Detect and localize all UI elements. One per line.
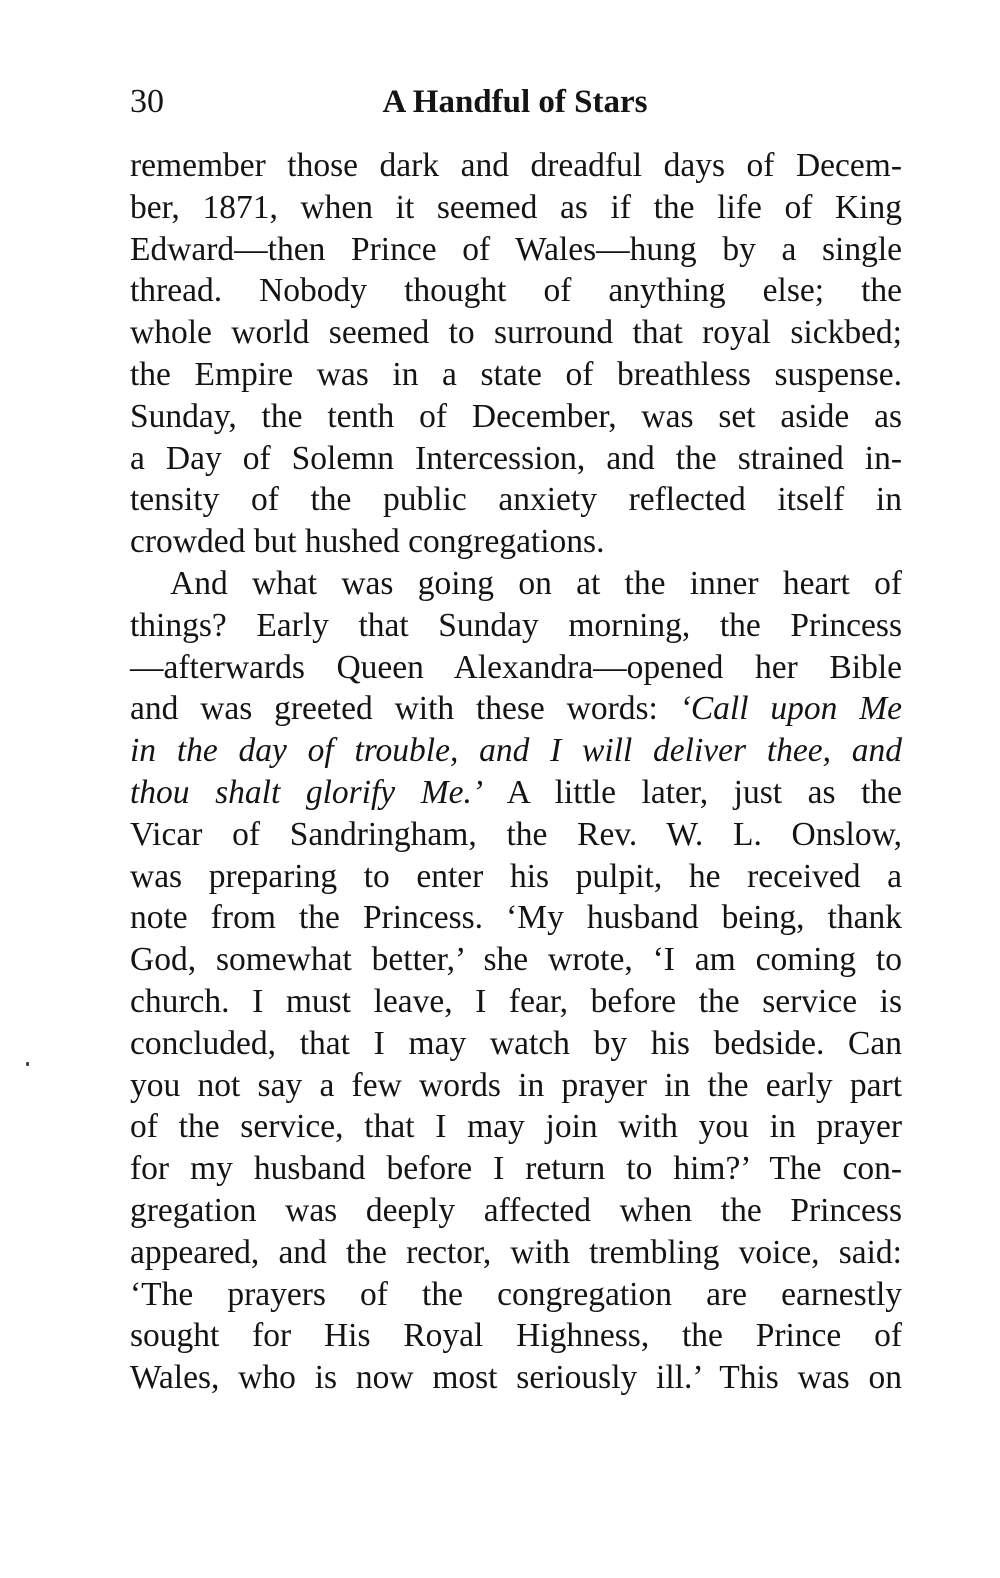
text-line: ‘The prayers of the congregation are earnestly [130, 1275, 902, 1313]
text-line: Edward—then Prince of Wales—hung by a single [130, 230, 902, 268]
text-line: tensity of the public anxiety reflected itself in [130, 481, 902, 519]
text-line: Vicar of Sandringham, the Rev. W. L. Onslow, [130, 815, 902, 853]
text-line: —afterwards Queen Alexandra—opened her Bible [130, 648, 902, 686]
text-line: God, somewhat better,’ she wrote, ‘I am coming to [130, 941, 902, 979]
text-line: appeared, and the rector, with trembling voice, said: [130, 1233, 902, 1271]
text-line: thread. Nobody thought of anything else; the [130, 272, 902, 310]
text-line: for my husband before I return to him?’ The con- [130, 1150, 902, 1188]
text-line: the Empire was in a state of breathless suspense. [130, 355, 902, 393]
text-line: And what was going on at the inner heart of [170, 564, 902, 602]
text-line: ber, 1871, when it seemed as if the life of King [130, 188, 902, 226]
text-line: of the service, that I may join with you in prayer [130, 1108, 902, 1146]
text-line [130, 730, 902, 772]
text-line: note from the Princess. ‘My husband being, thank [130, 899, 902, 937]
text-line: gregation was deeply affected when the Princess [130, 1191, 902, 1229]
text-line: whole world seemed to surround that royal sickbed; [130, 314, 902, 352]
text-line [130, 688, 902, 730]
quoted-scripture: ‘Call upon Me [679, 690, 902, 728]
text-line [130, 772, 902, 814]
text-line: sought for His Royal Highness, the Prince of [130, 1317, 902, 1355]
scan-speck [26, 1062, 29, 1066]
quoted-scripture: thou shalt glorify Me.’ [130, 773, 483, 811]
text-line: you not say a few words in prayer in the early part [130, 1066, 902, 1104]
text-segment: A little later, just as the [483, 773, 902, 811]
text-line: concluded, that I may watch by his bedside. Can [130, 1024, 902, 1062]
page-header [130, 82, 900, 122]
text-line: Sunday, the tenth of December, was set aside as [130, 397, 902, 435]
quoted-scripture: in the day of trouble, and I will deliver thee, and [130, 732, 902, 770]
page-body [130, 145, 902, 1399]
running-title: A Handful of Stars [382, 84, 648, 120]
text-line: church. I must leave, I fear, before the service is [130, 982, 902, 1020]
text-segment: and was greeted with these words: [130, 690, 680, 728]
text-line: crowded but hushed congregations. [130, 523, 605, 561]
text-line: things? Early that Sunday morning, the Princess [130, 606, 902, 644]
text-line: Wales, who is now most seriously ill.’ This was on [130, 1359, 902, 1397]
text-line: remember those dark and dreadful days of Decem- [130, 147, 902, 184]
text-line: a Day of Solemn Intercession, and the strained in- [130, 439, 902, 477]
text-line: was preparing to enter his pulpit, he received a [130, 857, 902, 895]
paragraph-2 [130, 563, 902, 1399]
paragraph-1 [130, 145, 902, 563]
page-number: 30 [130, 83, 164, 120]
